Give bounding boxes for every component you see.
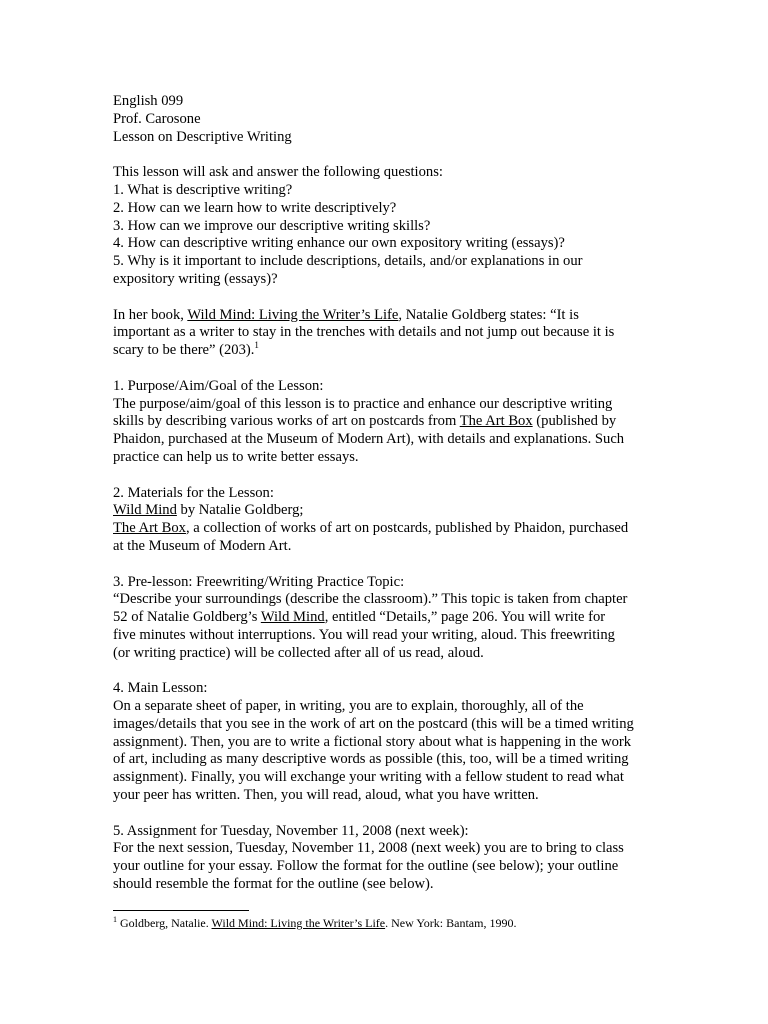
professor-name: Prof. Carosone <box>113 110 201 127</box>
book-title: Wild Mind: Living the Writer’s Life <box>211 916 386 930</box>
section-text: should resemble the format for the outline (see below). <box>113 876 434 893</box>
footnote-separator <box>113 910 249 911</box>
section-text: “Describe your surroundings (describe the classroom).” This topic is taken from chapter <box>113 591 628 608</box>
section-main-lesson <box>113 680 658 805</box>
footnote-number: 1 <box>113 915 117 924</box>
section-text: your outline for your essay. Follow the format for the outline (see below); your outline <box>113 858 619 875</box>
paragraph-gap <box>113 146 658 164</box>
lesson-title: Lesson on Descriptive Writing <box>113 128 292 145</box>
section-text: The Art Box, a collection of works of art on postcards, published by Phaidon, purchased <box>113 520 629 537</box>
book-title: The Art Box <box>459 413 533 430</box>
footnote-reference[interactable]: 1 <box>254 340 259 351</box>
section-text: assignment). Then, you are to write a fictional story about what is happening in the work <box>113 733 632 750</box>
paragraph-gap <box>113 289 658 307</box>
section-prelesson <box>113 574 658 663</box>
section-text: of art, including as many descriptive words as possible (this, too, will be a timed writing <box>113 751 629 768</box>
section-heading: 2. Materials for the Lesson: <box>113 484 274 501</box>
section-heading: 3. Pre-lesson: Freewriting/Writing Practice Topic: <box>113 573 405 590</box>
section-purpose <box>113 378 658 467</box>
document-header <box>113 93 658 146</box>
section-heading: 4. Main Lesson: <box>113 680 208 697</box>
paragraph-gap <box>113 467 658 485</box>
paragraph-gap <box>113 360 658 378</box>
quote-paragraph <box>113 307 658 360</box>
section-assignment <box>113 823 658 894</box>
section-text: your peer has written. Then, you will read, aloud, what you have written. <box>113 787 539 804</box>
question-5-continued: expository writing (essays)? <box>113 270 278 287</box>
section-materials <box>113 485 658 556</box>
paragraph-gap <box>113 805 658 823</box>
section-text: five minutes without interruptions. You will read your writing, aloud. This freewriting <box>113 626 615 643</box>
footnote: $^1$ Goldberg, Natalie. Wild Mind: Living the Writer’s Life. New York: Bantam, 1990. <box>113 915 517 930</box>
question-5: 5. Why is it important to include descriptions, details, and/or explanations in our <box>113 253 583 270</box>
question-3: 3. How can we improve our descriptive writing skills? <box>113 217 431 234</box>
intro-questions <box>113 164 658 289</box>
section-heading: 5. Assignment for Tuesday, November 11, 2008 (next week): <box>113 822 469 839</box>
course-name: English 099 <box>113 93 184 109</box>
intro-lead: This lesson will ask and answer the following questions: <box>113 164 443 181</box>
book-title: Wild Mind <box>113 502 177 519</box>
document-body <box>113 93 658 894</box>
book-title: Wild Mind <box>260 609 325 626</box>
paragraph-gap <box>113 556 658 574</box>
section-text: assignment). Finally, you will exchange your writing with a fellow student to read what <box>113 769 624 786</box>
section-text: Wild Mind by Natalie Goldberg; <box>113 502 304 519</box>
section-text: The purpose/aim/goal of this lesson is to practice and enhance our descriptive writing <box>113 395 613 412</box>
question-4: 4. How can descriptive writing enhance our own expository writing (essays)? <box>113 235 565 252</box>
section-text: practice can help us to write better essays. <box>113 448 359 465</box>
section-text: skills by describing various works of art on postcards from The Art Box (published by <box>113 413 617 430</box>
question-1: 1. What is descriptive writing? <box>113 181 293 198</box>
book-title: Wild Mind: Living the Writer’s Life <box>187 306 399 323</box>
quote-line-3: scary to be there” (203).$^1$ <box>113 340 259 359</box>
section-text: (or writing practice) will be collected after all of us read, aloud. <box>113 644 484 661</box>
section-text: images/details that you see in the work of art on the postcard (this will be a timed writing <box>113 715 634 732</box>
section-heading: 1. Purpose/Aim/Goal of the Lesson: <box>113 377 324 394</box>
paragraph-gap <box>113 663 658 681</box>
section-text: On a separate sheet of paper, in writing, you are to explain, thoroughly, all of the <box>113 698 584 715</box>
section-text: Phaidon, purchased at the Museum of Modern Art), with details and explanations. Such <box>113 431 625 448</box>
section-text: at the Museum of Modern Art. <box>113 537 292 554</box>
book-title: The Art Box <box>113 520 186 537</box>
question-2: 2. How can we learn how to write descriptively? <box>113 199 397 216</box>
section-text: 52 of Natalie Goldberg’s Wild Mind, entitled “Details,” page 206. You will write for <box>113 609 606 626</box>
quote-line-2: important as a writer to stay in the trenches with details and not jump out because it is <box>113 324 615 341</box>
quote-line-1: In her book, Wild Mind: Living the Writer’s Life, Natalie Goldberg states: “It is <box>113 306 579 323</box>
section-text: For the next session, Tuesday, November 11, 2008 (next week) you are to bring to class <box>113 840 624 857</box>
